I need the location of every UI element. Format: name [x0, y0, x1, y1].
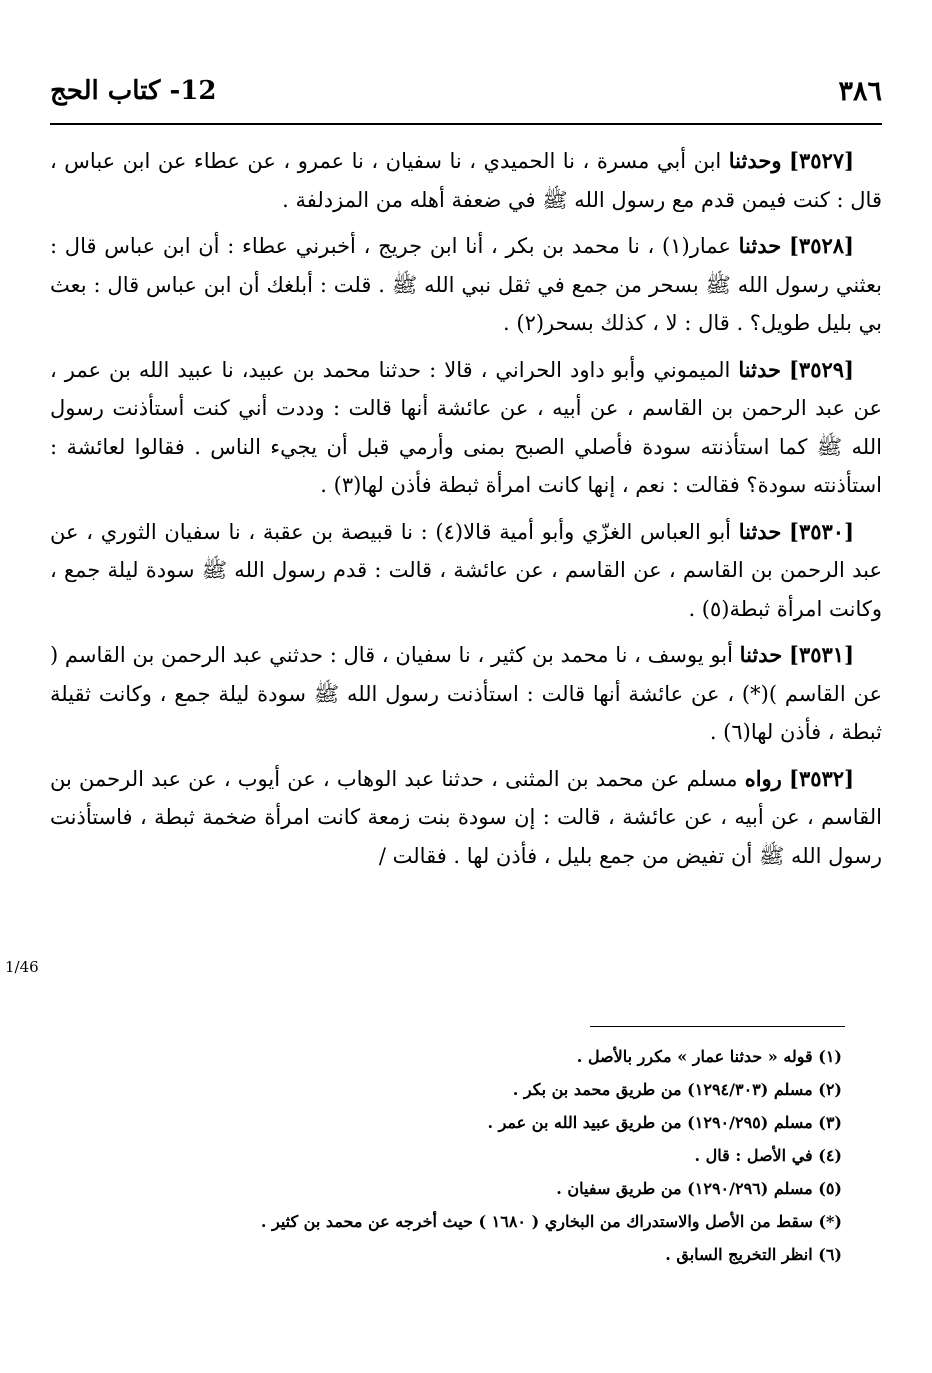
hadith-text: عمار(١) ، نا محمد بن بكر ، أنا ابن جريج ، أخبرني عطاء : أن ابن عباس قال : بعثني رسول الله ﷺ بسحر من جمع في ثقل نبي الله ﷺ . قلت : أبلغك أن ابن عباس قال : بعث بي بليل طويل؟ . قال : لا ، كذلك بسحر(٢) . — [50, 234, 882, 335]
hadith-number: [٣٥٣١] — [789, 642, 854, 667]
hadith-number: [٣٥٢٨] — [788, 233, 854, 258]
hadith-paragraph — [50, 636, 882, 752]
footnote-rule — [590, 1026, 845, 1027]
hadith-number: [٣٥٢٧] — [789, 148, 854, 173]
footnote: (١) قوله « حدثنا عمار » مكرر بالأصل . — [576, 1047, 842, 1066]
footnote: (٥) مسلم (١٢٩٠/٢٩٦) من طريق سفيان . — [556, 1179, 842, 1198]
hadith-number: [٣٥٢٩] — [788, 356, 854, 382]
margin-folio-note: 1/46 — [5, 958, 39, 976]
hadith-opening: حدثنا — [738, 233, 782, 258]
page-header — [50, 72, 882, 116]
hadith-opening: وحدثنا — [728, 148, 782, 173]
main-text — [50, 142, 882, 883]
hadith-text: الميموني وأبو داود الحراني ، قالا : حدثنا محمد بن عبيد، نا عبيد الله بن عمر ، عن عبد الرحمن بن القاسم ، عن أبيه ، عن عائشة أنها قالت : وددت أني كنت أستأذنت رسول الله ﷺ كما استأذنته سودة فأصلي الصبح بمنى وأرمي قبل أن يجيء الناس . فقالوا لعائشة : استأذنته سودة؟ فقالت : نعم ، إنها كانت امرأة ثبطة فأذن لها(٣) . — [50, 357, 882, 497]
footnotes — [50, 1040, 842, 1271]
page-number: ٣٨٦ — [838, 76, 882, 107]
hadith-text: مسلم عن محمد بن المثنى ، حدثنا عبد الوهاب ، عن أيوب ، عن عبد الرحمن بن القاسم ، عن أبيه ، عن عائشة ، قالت : إن سودة بنت زمعة كانت امرأة ضخمة ثبطة ، فاستأذنت رسول الله ﷺ أن تفيض من جمع بليل ، فأذن لها . فقالت / — [50, 766, 882, 868]
hadith-paragraph — [50, 142, 882, 219]
hadith-paragraph — [50, 760, 882, 876]
footnote: (٣) مسلم (١٢٩٠/٢٩٥) من طريق عبيد الله بن عمر . — [487, 1113, 842, 1132]
hadith-paragraph — [50, 227, 882, 343]
hadith-text: أبو العباس الغزّي وأبو أمية قالا(٤) : نا قبيصة بن عقبة ، نا سفيان الثوري ، عن عبد الرحمن بن القاسم ، عن القاسم ، عن عائشة ، قالت : قدم رسول الله ﷺ سودة ليلة جمع ، وكانت امرأة ثبطة(٥) . — [50, 519, 882, 621]
hadith-opening: حدثنا — [738, 518, 782, 544]
hadith-opening: رواه — [744, 765, 782, 791]
hadith-paragraph — [50, 351, 882, 505]
footnote: (*) سقط من الأصل والاستدراك من البخاري ( ١٦٨٠ ) حيث أخرجه عن محمد بن كثير . — [260, 1212, 842, 1231]
hadith-text: أبو يوسف ، نا محمد بن كثير ، نا سفيان ، قال : حدثني عبد الرحمن بن القاسم ( عن القاسم )(*) ، عن عائشة أنها قالت : استأذنت رسول الله ﷺ سودة ليلة جمع ، وكانت ثقيلة ثبطة ، فأذن لها(٦) . — [50, 643, 882, 744]
hadith-text: ابن أبي مسرة ، نا الحميدي ، نا سفيان ، نا عمرو ، عن عطاء عن ابن عباس ، قال : كنت فيمن قدم مع رسول الله ﷺ في ضعفة أهله من المزدلفة . — [50, 149, 882, 212]
footnote: (٤) في الأصل : قال . — [694, 1146, 842, 1165]
header-rule — [50, 123, 882, 125]
hadith-number: [٣٥٣٢] — [789, 765, 854, 791]
hadith-number: [٣٥٣٠] — [789, 518, 855, 544]
hadith-opening: حدثنا — [738, 356, 781, 382]
footnote: (٦) انظر التخريج السابق . — [665, 1245, 842, 1264]
hadith-paragraph — [50, 513, 882, 629]
hadith-opening: حدثنا — [739, 642, 783, 667]
running-title: 12- كتاب الحج — [50, 76, 217, 106]
footnote: (٢) مسلم (١٢٩٤/٣٠٣) من طريق محمد بن بكر . — [512, 1080, 842, 1099]
